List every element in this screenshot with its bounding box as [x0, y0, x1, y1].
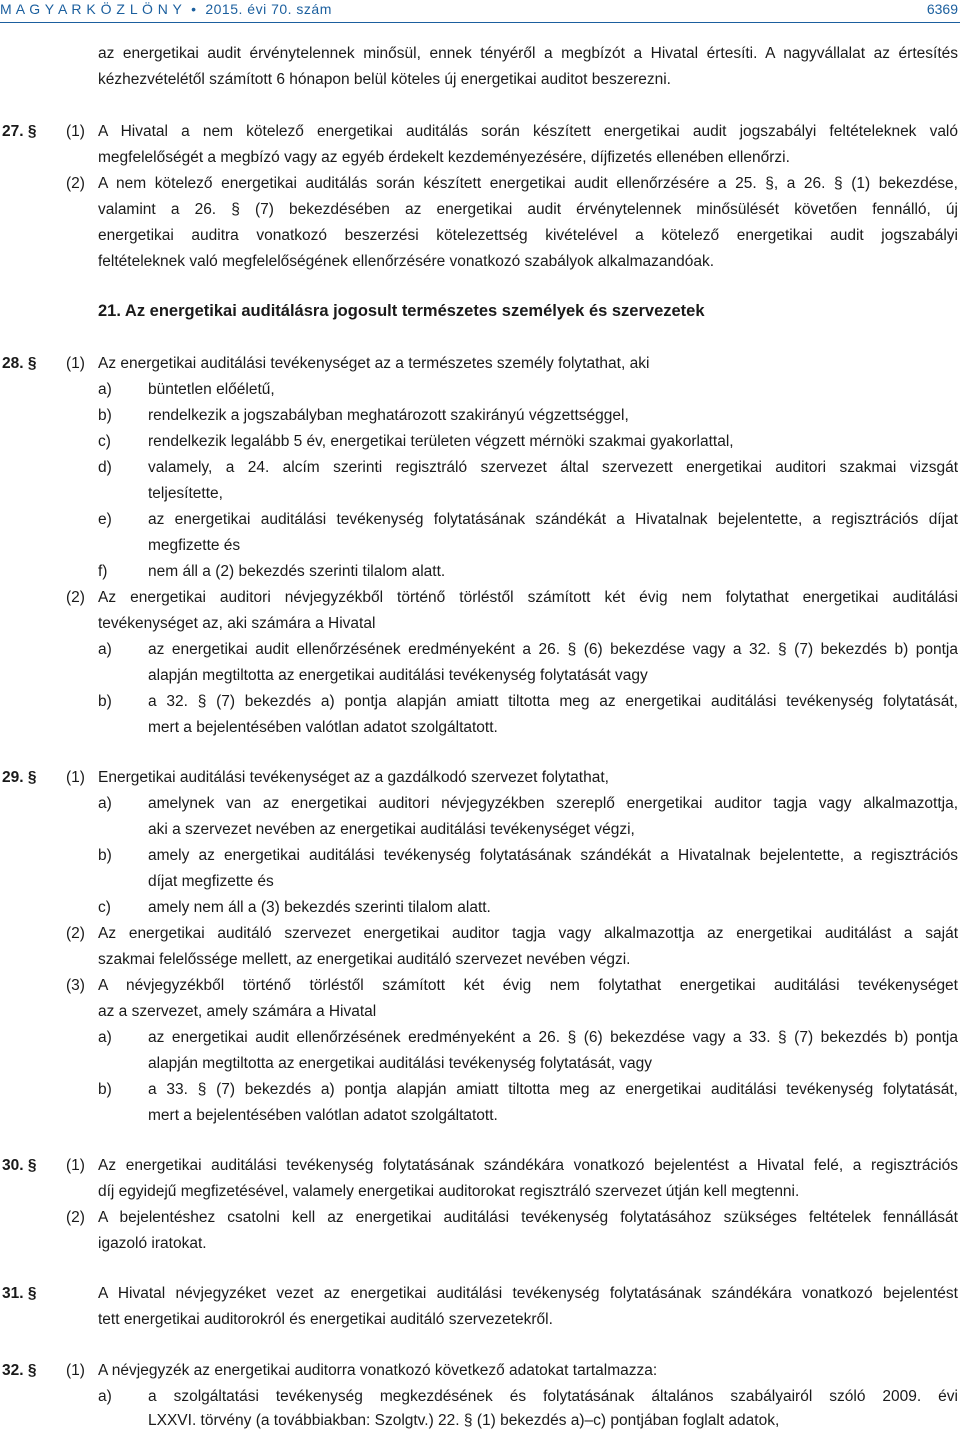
- section-30-number: 30. §: [2, 1157, 37, 1174]
- subtitle-21: 21. Az energetikai auditálásra jogosult természetes személyek és szervezetek: [98, 302, 705, 320]
- s28-item-d-line-2: teljesítette,: [148, 485, 223, 502]
- s27-para-2-label: (2): [66, 175, 85, 192]
- s28-p2-item-a-line-1: az energetikai audit ellenőrzésének eredményeként a 26. § (6) bekezdése vagy a 32. § (7) bekezdés b) pontja: [148, 641, 958, 658]
- s32-p1-text: A névjegyzék az energetikai auditorra vonatkozó következő adatokat tartalmazza:: [98, 1362, 658, 1379]
- page-header: [0, 0, 960, 26]
- s29-p3-item-b-line-1: a 33. § (7) bekezdés a) pontja alapján amiatt tiltotta meg az energetikai auditálási tevékenység folytatását,: [148, 1081, 958, 1098]
- s29-p2-line-1: Az energetikai auditáló szervezet energetikai auditor tagja vagy alkalmazottja az energetikai auditálást a saját: [98, 925, 958, 942]
- s28-para-1-label: (1): [66, 355, 85, 372]
- s28-para-2-label: (2): [66, 589, 85, 606]
- s27-para-1-label: (1): [66, 123, 85, 140]
- s27-p1-line-2: megfelelőségét a megbízó vagy az egyéb érdekelt kezdeményezésére, díjfizetés ellenében ellenőrzi.: [98, 149, 790, 166]
- s29-item-c-label: c): [98, 899, 111, 916]
- s27-p2-line-3: energetikai auditra vonatkozó beszerzési kötelezettség kivételével a kötelező energetikai audit jogszabályi: [98, 227, 958, 244]
- s29-item-b-label: b): [98, 847, 112, 864]
- s29-p3-item-b-line-2: mert a bejelentésében valótlan adatot szolgáltatott.: [148, 1107, 498, 1124]
- s28-p1-text: Az energetikai auditálási tevékenységet az a természetes személy folytathat, aki: [98, 355, 650, 372]
- s32-item-a-label: a): [98, 1388, 112, 1405]
- s29-para-3-label: (3): [66, 977, 85, 994]
- s29-item-a-label: a): [98, 795, 112, 812]
- s28-item-a: büntetlen előéletű,: [148, 381, 275, 398]
- journal-title: M A G Y A R K Ö Z L Ö N Y: [0, 1, 183, 17]
- s29-p3-line-2: az a szervezet, amely számára a Hivatal: [98, 1003, 377, 1020]
- s30-p2-line-1: A bejelentéshez csatolni kell az energetikai auditálási tevékenység folytatásához szükséges feltételek fennállását: [98, 1209, 958, 1226]
- s28-item-d-line-1: valamely, a 24. alcím szerinti regisztráló szervezet által szervezett energetikai auditori szakmai vizsgát: [148, 459, 958, 476]
- s29-p3-item-a-label: a): [98, 1029, 112, 1046]
- s30-para-2-label: (2): [66, 1209, 85, 1226]
- s28-p2-line-1: Az energetikai auditori névjegyzékből történő törléstől számított két évig nem folytathat energetikai auditálási: [98, 589, 958, 606]
- s28-p2-item-b-label: b): [98, 693, 112, 710]
- s29-p2-line-2: szakmai felelőssége mellett, az energetikai auditáló szervezet nevében végzi.: [98, 951, 631, 968]
- s27-p1-line-1: A Hivatal a nem kötelező energetikai auditálás során készített energetikai audit jogszabályi feltételeknek való: [98, 123, 958, 140]
- s28-p2-item-a-line-2: alapján megtiltotta az energetikai auditálási tevékenység folytatását vagy: [148, 667, 648, 684]
- intro-line-2: kézhezvételétől számított 6 hónapon belül köteles új energetikai auditot beszerezni.: [98, 71, 671, 88]
- s28-item-a-label: a): [98, 381, 112, 398]
- section-28-number: 28. §: [2, 355, 37, 372]
- s28-item-c-label: c): [98, 433, 111, 450]
- s28-p2-item-b-line-1: a 32. § (7) bekezdés a) pontja alapján amiatt tiltotta meg az energetikai auditálási tevékenység folytatását,: [148, 693, 958, 710]
- s30-para-1-label: (1): [66, 1157, 85, 1174]
- s28-item-b: rendelkezik a jogszabályban meghatározott szakirányú végzettséggel,: [148, 407, 629, 424]
- s30-p2-line-2: igazoló iratokat.: [98, 1235, 207, 1252]
- header-rule: [0, 22, 960, 23]
- s29-p3-item-a-line-2: alapján megtiltotta az energetikai auditálási tevékenység folytatását, vagy: [148, 1055, 653, 1072]
- running-head: [0, 1, 332, 17]
- s32-item-a-line-1: a szolgáltatási tevékenység megkezdésének és folytatásának általános szabályairól szóló 2009. évi: [148, 1388, 958, 1405]
- s28-item-e-line-2: megfizette és: [148, 537, 241, 554]
- issue-label: 2015. évi 70. szám: [205, 1, 332, 17]
- s28-p2-item-b-line-2: mert a bejelentésében valótlan adatot szolgáltatott.: [148, 719, 498, 736]
- section-32-number: 32. §: [2, 1362, 37, 1379]
- s27-p2-line-1: A nem kötelező energetikai auditálás során készített energetikai audit ellenőrzésére a 25. §, a 26. § (1) bekezdése,: [98, 175, 958, 192]
- page-number: 6369: [926, 1, 958, 17]
- s30-p1-line-1: Az energetikai auditálási tevékenység folytatásának szándékára vonatkozó bejelentést a Hivatal felé, a regisztrációs: [98, 1157, 958, 1174]
- s28-item-d-label: d): [98, 459, 112, 476]
- section-27-number: 27. §: [2, 123, 37, 140]
- s28-p2-line-2: tevékenységet az, aki számára a Hivatal: [98, 615, 376, 632]
- s29-p3-item-b-label: b): [98, 1081, 112, 1098]
- s32-para-1-label: (1): [66, 1362, 85, 1379]
- s28-item-c: rendelkezik legalább 5 év, energetikai területen végzett mérnöki szakmai gyakorlattal,: [148, 433, 734, 450]
- s28-item-e-label: e): [98, 511, 112, 528]
- s31-line-2: tett energetikai auditorokról és energetikai auditáló szervezetekről.: [98, 1311, 553, 1328]
- s29-item-a-line-2: aki a szervezet nevében az energetikai auditálási tevékenységet végzi,: [148, 821, 635, 838]
- s27-p2-line-4: feltételeknek való megfelelőségének ellenőrzésére vonatkozó szabályok alkalmazandóak.: [98, 253, 715, 270]
- s32-item-a-line-2: LXXVI. törvény (a továbbiakban: Szolgtv.) 22. § (1) bekezdés a)–c) pontjában foglalt adatok,: [148, 1412, 780, 1429]
- s28-item-b-label: b): [98, 407, 112, 424]
- section-29-number: 29. §: [2, 769, 37, 786]
- s29-item-c: amely nem áll a (3) bekezdés szerinti tilalom alatt.: [148, 899, 491, 916]
- s28-p2-item-a-label: a): [98, 641, 112, 658]
- s29-item-a-line-1: amelynek van az energetikai auditori névjegyzékben szereplő energetikai auditor tagja vagy alkalmazottja,: [148, 795, 958, 812]
- s27-p2-line-2: valamint a 26. § (7) bekezdésében az energetikai audit érvénytelennek minősülését követően fennálló, új: [98, 201, 958, 218]
- s29-p3-line-1: A névjegyzékből történő törléstől számított két évig nem folytathat energetikai auditálási tevékenységet: [98, 977, 958, 994]
- s31-line-1: A Hivatal névjegyzéket vezet az energetikai auditálási tevékenység folytatásának szándékára vonatkozó bejelentést: [98, 1285, 958, 1302]
- header-bullet: •: [191, 1, 197, 17]
- s29-p3-item-a-line-1: az energetikai audit ellenőrzésének eredményeként a 26. § (6) bekezdése vagy a 33. § (7) bekezdés b) pontja: [148, 1029, 958, 1046]
- s30-p1-line-2: díj egyidejű megfizetésével, valamely energetikai auditorokat regisztráló szervezet útján kell megtenni.: [98, 1183, 800, 1200]
- s29-para-1-label: (1): [66, 769, 85, 786]
- s28-item-e-line-1: az energetikai auditálási tevékenység folytatásának szándékát a Hivatalnak bejelentette, a regisztrációs díjat: [148, 511, 958, 528]
- intro-line-1: az energetikai audit érvénytelennek minősül, ennek tényéről a megbízót a Hivatal értesíti. A nagyvállalat az értesítés: [98, 45, 958, 62]
- s28-item-f: nem áll a (2) bekezdés szerinti tilalom alatt.: [148, 563, 446, 580]
- s29-item-b-line-2: díjat megfizette és: [148, 873, 274, 890]
- s29-p1-text: Energetikai auditálási tevékenységet az a gazdálkodó szervezet folytathat,: [98, 769, 609, 786]
- s28-item-f-label: f): [98, 563, 108, 580]
- s29-item-b-line-1: amely az energetikai auditálási tevékenység folytatásának szándékát a Hivatalnak bejelentette, a regisztrációs: [148, 847, 958, 864]
- section-31-number: 31. §: [2, 1285, 37, 1302]
- s29-para-2-label: (2): [66, 925, 85, 942]
